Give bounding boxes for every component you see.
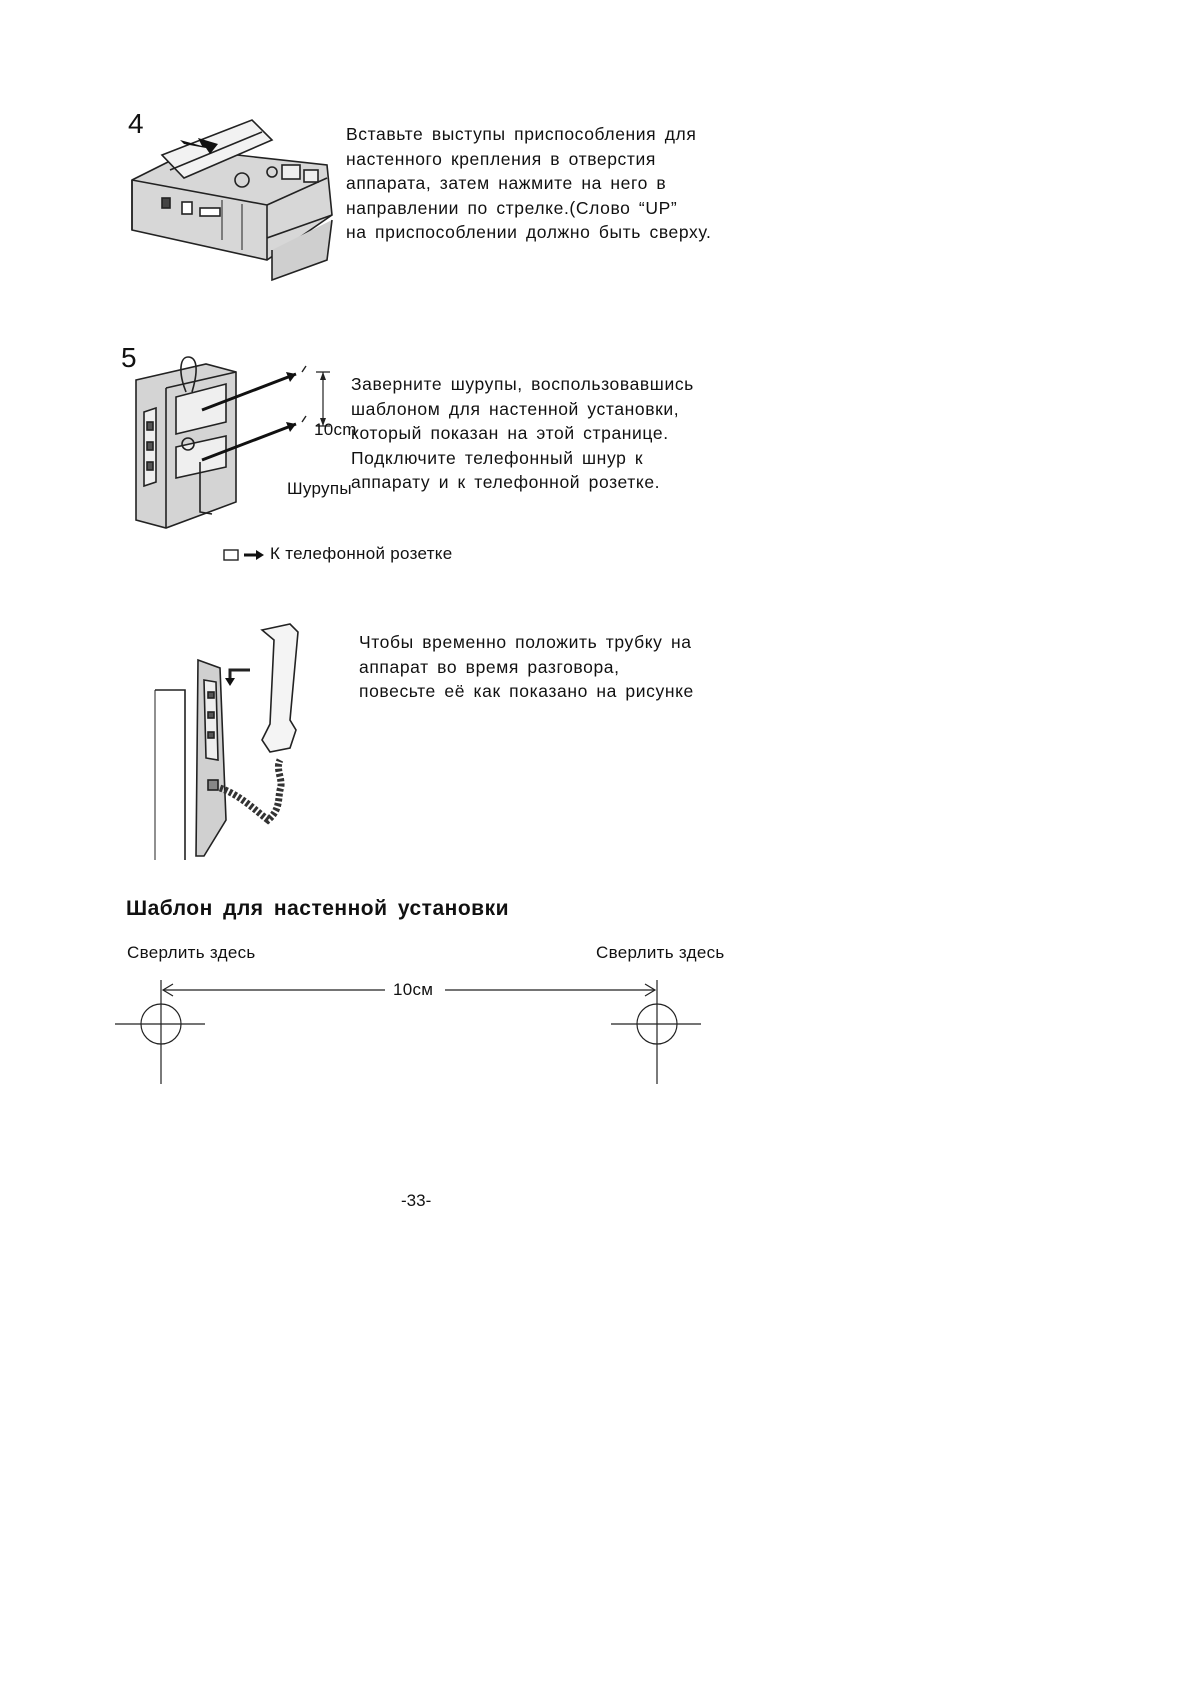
handset-note-text	[359, 630, 694, 704]
step-5-line: который показан на этой странице.	[351, 423, 669, 443]
screws-label: Шурупы	[287, 479, 352, 498]
handset-note-line: Чтобы временно положить трубку на	[359, 632, 692, 652]
drill-here-left-label: Сверлить здесь	[127, 943, 256, 962]
step-4-text	[346, 122, 711, 245]
page-number: -33-	[401, 1191, 432, 1210]
step-4-number: 4	[128, 108, 144, 139]
step-5-line: Заверните шурупы, воспользовавшись	[351, 374, 694, 394]
outlet-label: К телефонной розетке	[270, 544, 453, 563]
step-4-line: на приспособлении должно быть сверху.	[346, 222, 712, 242]
step-5-line: шаблоном для настенной установки,	[351, 398, 680, 419]
step-4-line: направлении по стрелке.(Слово “UP”	[346, 197, 678, 218]
step-4-line: Вставьте выступы приспособления для	[346, 124, 697, 144]
template-distance-label: 10см	[393, 980, 434, 999]
handset-note-line: аппарат во время разговора,	[359, 656, 620, 677]
step-5-text	[351, 372, 694, 495]
step-4-illustration	[122, 110, 352, 290]
step-5-line: аппарату и к телефонной розетке.	[351, 472, 661, 492]
step-4-line: аппарата, затем нажмите на него в	[346, 173, 667, 193]
step-5-dimension-label: 10cm	[314, 420, 357, 439]
step-4-line: настенного крепления в отверстия	[346, 148, 656, 169]
step-5-line: Подключите телефонный шнур к	[351, 447, 644, 468]
step-5-number: 5	[121, 342, 137, 373]
wall-outlet-icon	[222, 546, 266, 566]
handset-note-line: повесьте её как показано на рисунке	[359, 681, 694, 701]
handset-hanging-illustration	[150, 620, 350, 860]
drill-here-right-label: Сверлить здесь	[596, 943, 725, 962]
template-heading: Шаблон для настенной установки	[126, 897, 509, 920]
step-5-illustration	[126, 352, 346, 542]
